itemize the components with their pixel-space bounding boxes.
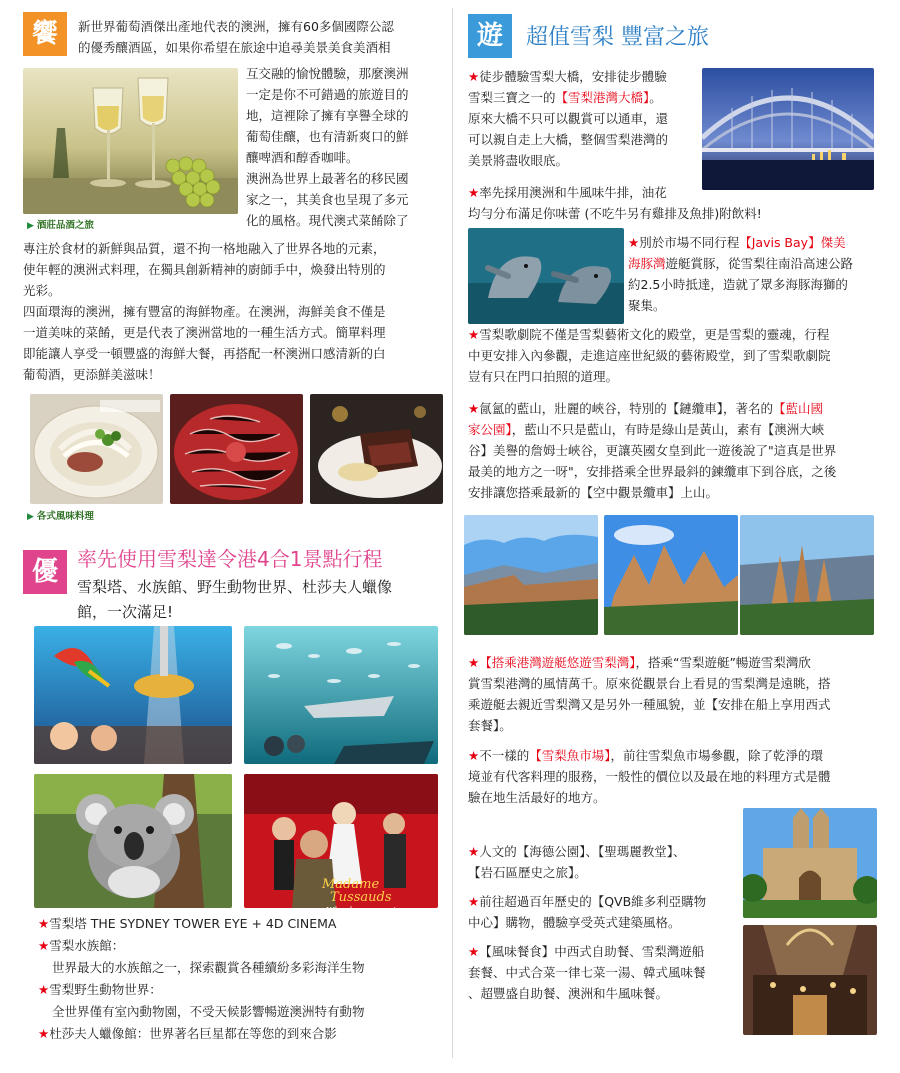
meal-line bbox=[468, 941, 743, 962]
bridge-text-span: 雪梨三寶之一的 bbox=[468, 90, 556, 105]
mountain-line: 谷】美譽的詹姆士峽谷，更讓英國女皇到此一遊後說了"這真是世界 bbox=[468, 443, 837, 458]
blue-mountains-photo-1 bbox=[464, 515, 598, 635]
meal-text bbox=[468, 941, 743, 1004]
bridge-highlight: 【雪梨港灣大橋】 bbox=[555, 90, 650, 105]
cuisine-line: 四面環海的澳洲，擁有豐富的海鮮物產。在澳洲，海鮮美食不僅是 bbox=[23, 304, 386, 319]
star-icon: ★ bbox=[468, 844, 480, 859]
caption-arrow-icon: ▶ bbox=[27, 512, 34, 522]
attraction-text: 雪梨水族館： bbox=[49, 938, 125, 953]
cruise-line: 套餐】。 bbox=[468, 718, 512, 733]
star-icon: ★ bbox=[38, 982, 50, 997]
attraction-item bbox=[38, 935, 448, 957]
bridge-text-span: 徒步體驗雪梨大橋，安排徒步體驗 bbox=[479, 69, 667, 84]
dolphin-text-span: 遊艇賞豚，從雪梨往南沿高速公路 bbox=[665, 256, 854, 271]
attractions-list bbox=[38, 913, 448, 1045]
attraction-text: 世界最大的水族館之一，探索觀賞各種續紛多彩海洋生物 bbox=[52, 960, 365, 975]
column-divider bbox=[452, 8, 453, 1058]
wine-caption-text: 酒莊品酒之旅 bbox=[36, 220, 94, 231]
dolphin-line bbox=[628, 232, 900, 253]
food-intro bbox=[78, 16, 448, 58]
food-badge: 饗 bbox=[23, 12, 67, 56]
star-icon: ★ bbox=[468, 401, 480, 416]
opera-text bbox=[468, 324, 900, 387]
star-icon: ★ bbox=[38, 916, 50, 931]
food-photo-beef bbox=[170, 394, 303, 504]
culture-text bbox=[468, 841, 743, 883]
cuisine-text bbox=[23, 238, 448, 385]
bridge-line bbox=[468, 66, 704, 87]
cruise-text-span: ，搭乘“雪梨遊艇”暢遊雪梨灣欣 bbox=[635, 655, 811, 670]
madame-logo bbox=[322, 878, 396, 917]
steak-line bbox=[468, 182, 898, 203]
attraction-text: 雪梨塔 THE SYDNEY TOWER EYE + 4D CINEMA bbox=[49, 916, 337, 931]
culture-line bbox=[468, 841, 743, 862]
food-photo-steak bbox=[310, 394, 443, 504]
meal-line: 、超豐盛自助餐、澳洲和牛風味餐。 bbox=[468, 986, 669, 1001]
mountain-line: 最美的地方之一呀"，安排搭乘全世界最斜的鍊纜車下到谷底，之後 bbox=[468, 464, 837, 479]
food-caption bbox=[27, 510, 94, 524]
wine-text-line: 化的風格。現代澳式菜餚除了 bbox=[246, 213, 409, 228]
wine-caption bbox=[27, 219, 94, 233]
steak-text bbox=[468, 182, 898, 224]
wine-text bbox=[246, 63, 450, 231]
priority-subtitle-line1: 雪梨塔、水族館、野生動物世界、杜莎夫人蠟像 bbox=[77, 578, 393, 596]
fish-highlight: 【雪梨魚市場】 bbox=[529, 748, 611, 763]
meal-text-span: 【風味餐食】中西式自助餐、雪梨灣遊船 bbox=[479, 944, 705, 959]
fish-text-span: 不一樣的 bbox=[479, 748, 530, 763]
star-icon: ★ bbox=[468, 69, 480, 84]
cuisine-line: 使年輕的澳洲式料理，在獨具創新精神的廚師手中，煥發出特別的 bbox=[23, 262, 386, 277]
madame-logo-line3: Who do you want bbox=[326, 906, 397, 915]
mountain-line bbox=[468, 419, 900, 440]
opera-text-span: 雪梨歌劇院不僅是雪梨藝術文化的殿堂，更是雪梨的靈魂，行程 bbox=[479, 327, 830, 342]
wine-text-line: 一定是你不可錯過的旅遊目的 bbox=[246, 87, 409, 102]
star-icon: ★ bbox=[468, 327, 480, 342]
star-icon: ★ bbox=[468, 185, 480, 200]
bridge-text-span: 。 bbox=[649, 90, 662, 105]
cruise-line bbox=[468, 652, 900, 673]
cuisine-line: 葡萄酒，更添鮮美滋味！ bbox=[23, 367, 161, 382]
qvb-text-span: 前往超過百年歷史的【QVB維多利亞購物 bbox=[479, 894, 707, 909]
star-icon: ★ bbox=[468, 894, 480, 909]
steak-line: 均勻分布滿足你味蕾 (不吃牛另有雞排及魚排)附飲料! bbox=[468, 206, 762, 221]
priority-subtitle-line2: 館，一次滿足! bbox=[77, 603, 174, 621]
tour-title: 超值雪梨 豐富之旅 bbox=[526, 25, 709, 50]
blue-mountains-text bbox=[468, 398, 900, 503]
opera-line: 中更安排入內參觀，走進這座世紀級的藝術殿堂，到了雪梨歌劇院 bbox=[468, 348, 831, 363]
tour-badge: 遊 bbox=[468, 14, 512, 58]
wine-text-line: 互交融的愉悅體驗，那麼澳洲 bbox=[246, 66, 409, 81]
madame-logo-line2: Tussauds bbox=[330, 890, 392, 905]
star-icon: ★ bbox=[38, 938, 50, 953]
attraction-text: 杜莎夫人蠟像館：世界著名巨星都在等您的到來合影 bbox=[49, 1026, 337, 1041]
harbour-bridge-photo bbox=[702, 68, 874, 190]
dolphin-line bbox=[628, 253, 900, 274]
wine-photo bbox=[23, 68, 238, 214]
priority-title: 率先使用雪梨達令港4合1景點行程 bbox=[77, 547, 383, 571]
mountain-highlight: 家公園】 bbox=[468, 422, 512, 437]
food-caption-text: 各式風味料理 bbox=[36, 511, 94, 522]
bridge-line: 原來大橋不只可以觀賞可以通車，還 bbox=[468, 111, 669, 126]
cuisine-line: 光彩。 bbox=[23, 283, 61, 298]
wine-text-line: 釀啤酒和醇香咖啡。 bbox=[246, 150, 359, 165]
attraction-text: 雪梨野生動物世界： bbox=[49, 982, 162, 997]
koala-photo bbox=[34, 774, 232, 908]
bridge-line: 可以親自走上大橋，整個雪梨港灣的 bbox=[468, 132, 669, 147]
qvb-text bbox=[468, 891, 743, 933]
opera-line bbox=[468, 324, 900, 345]
star-icon: ★ bbox=[468, 655, 480, 670]
aquarium-photo bbox=[244, 626, 438, 764]
dolphin-text bbox=[628, 232, 900, 316]
attraction-detail bbox=[38, 1001, 448, 1023]
meal-line: 套餐、中式合菜一律七菜一湯、韓式風味餐 bbox=[468, 965, 706, 980]
dolphin-highlight: 海豚灣 bbox=[628, 256, 666, 271]
mountain-line bbox=[468, 398, 900, 419]
priority-badge: 優 bbox=[23, 550, 67, 594]
attraction-text: 全世界僅有室內動物園，不受天候影響暢遊澳洲特有動物 bbox=[52, 1004, 365, 1019]
star-icon: ★ bbox=[468, 748, 480, 763]
food-photo-noodles bbox=[30, 394, 163, 504]
madame-logo-line1: Madame bbox=[322, 877, 380, 892]
fish-text-span: ，前往雪梨魚市場參觀，除了乾淨的環 bbox=[610, 748, 824, 763]
bridge-line: 美景將盡收眼底。 bbox=[468, 153, 569, 168]
mountain-text-span: 氤氳的藍山，壯麗的峽谷，特別的【鏈纜車】，著名的 bbox=[479, 401, 773, 416]
wine-text-line: 地，這裡除了擁有享譽全球的 bbox=[246, 108, 409, 123]
cruise-highlight: 【搭乘港灣遊艇悠遊雪梨灣】 bbox=[479, 655, 636, 670]
fish-line bbox=[468, 745, 900, 766]
fish-line: 驗在地生活最好的地方。 bbox=[468, 790, 606, 805]
three-sisters-photo bbox=[740, 515, 874, 635]
st-marys-cathedral-photo bbox=[743, 808, 877, 918]
attraction-item bbox=[38, 913, 448, 935]
cruise-line: 賞雪梨港灣的風情萬千。原來從觀景台上看見的雪梨灣是遠眺，搭 bbox=[468, 676, 831, 691]
fish-market-text bbox=[468, 745, 900, 808]
star-icon: ★ bbox=[468, 944, 480, 959]
culture-line: 【岩石區歷史之旅】。 bbox=[468, 865, 587, 880]
attraction-item bbox=[38, 1023, 448, 1045]
mountain-line: 安排讓您搭乘最新的【空中觀景纜車】上山。 bbox=[468, 485, 719, 500]
wine-text-line: 葡萄佳釀，也有清新爽口的鮮 bbox=[246, 129, 409, 144]
cuisine-line: 即能讓人享受一頓豐盛的海鮮大餐，再搭配一杯澳洲口感清新的白 bbox=[23, 346, 386, 361]
cuisine-line: 專注於食材的新鮮與品質，還不拘一格地融入了世界各地的元素， bbox=[23, 241, 386, 256]
wine-text-line: 家之一，其美食也呈現了多元 bbox=[246, 192, 409, 207]
qvb-line bbox=[468, 891, 743, 912]
steak-text-span: 率先採用澳洲和牛風味牛排，油花 bbox=[479, 185, 667, 200]
intro-line: 新世界葡萄酒傑出產地代表的澳洲，擁有60多個國際公認 bbox=[78, 19, 394, 34]
intro-line: 的優秀釀酒區，如果你希望在旅途中追尋美景美食美酒相 bbox=[78, 40, 391, 55]
star-icon: ★ bbox=[38, 1026, 50, 1041]
cruise-line: 乘遊艇去親近雪梨灣又是另外一種風貌，並【安排在船上享用西式 bbox=[468, 697, 831, 712]
wine-text-line: 澳洲為世界上最著名的移民國 bbox=[246, 171, 409, 186]
bridge-text bbox=[468, 66, 704, 171]
caption-arrow-icon: ▶ bbox=[27, 221, 34, 231]
fish-line: 境並有代客料理的服務，一般性的價位以及最在地的料理方式是體 bbox=[468, 769, 831, 784]
cruise-text bbox=[468, 652, 900, 736]
attraction-item bbox=[38, 979, 448, 1001]
star-icon: ★ bbox=[628, 235, 640, 250]
dolphin-line: 聚集。 bbox=[628, 298, 666, 313]
mountain-text-span: ，藍山不只是藍山，有時是綠山是黃山，素有【澳洲大峽 bbox=[511, 422, 825, 437]
attraction-detail bbox=[38, 957, 448, 979]
dolphin-line: 約2.5小時抵達，造就了眾多海豚海獅的 bbox=[628, 277, 848, 292]
qvb-interior-photo bbox=[743, 925, 877, 1035]
dolphin-photo bbox=[468, 228, 624, 324]
mountain-highlight: 【藍山國 bbox=[772, 401, 823, 416]
blue-mountains-photo-2 bbox=[604, 515, 738, 635]
dolphin-text-span: 別於市場不同行程 bbox=[639, 235, 740, 250]
cuisine-line: 一道美味的菜餚，更是代表了澳洲當地的一種生活方式。簡單料理 bbox=[23, 325, 386, 340]
dolphin-highlight: 【Javis Bay】傑美 bbox=[739, 235, 846, 250]
tower-eye-photo bbox=[34, 626, 232, 764]
qvb-line: 中心】購物，體驗享受英式建築風格。 bbox=[468, 915, 681, 930]
culture-text-span: 人文的【海德公園】、【聖瑪麗教堂】、 bbox=[479, 844, 686, 859]
bridge-line bbox=[468, 87, 704, 108]
opera-line: 豈有只在門口拍照的道理。 bbox=[468, 369, 619, 384]
